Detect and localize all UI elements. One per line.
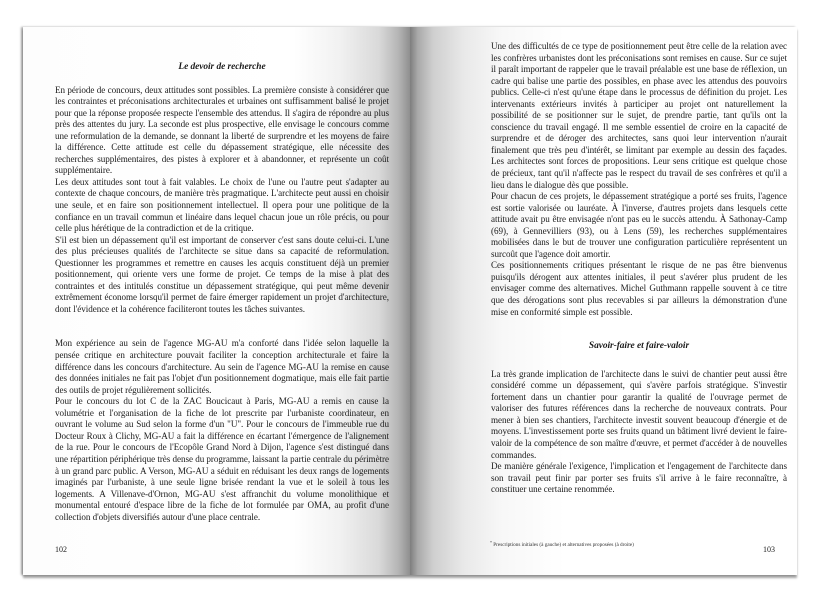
right-page-number: 103 [763,545,775,554]
left-page-number: 102 [55,545,67,554]
footnote-text: Prescriptions initiales (à gauche) et alternatives proposées (à droite) [493,542,634,548]
left-paragraph-3: S'il est bien un dépassement qu'il est important de conserver c'est sans doute celui-ci. L'une des plus précieuses qualités de l'architecte se situe dans sa capacité de reformulation. Questionner les programmes et remettre en causes les acquis constituent déjà un premier positionnement, qui oriente vers une forme de projet. Ce temps de la mise à plat des contraintes et des intitulés constitue un dépassement stratégique, qui peut même devenir extrêmement économe lorsqu'il permet de faire émerger rapidement un projet d'architecture, dont l'évidence et la cohérence faciliteront toutes les tâches suivantes. [55,234,389,314]
left-paragraph-1: En période de concours, deux attitudes sont possibles. La première consiste à considérer que les contraintes et préconisations architecturales et urbaines ont suffisamment balisé le projet pour que la réponse proposée respecte l'ensemble des attendus. Il s'agira de répondre au plus près des attentes du jury. La seconde est plus prospective, elle envisage le concours comme une reformulation de la demande, se donnant la liberté de surprendre et les moyens de faire la différence. Cette attitude est celle du dépassement stratégique, elle nécessite des recherches supplémentaires, des pistes à explorer et à abandonner, et représente un coût supplémentaire. [55,84,389,176]
left-paragraph-5: Pour le concours du lot C de la ZAC Boucicaut à Paris, MG-AU a remis en cause la volumétrie et l'organisation de la fiche de lot prescrite par l'urbaniste coordinateur, en ouvrant le volume au Sud selon la forme d'un "U". Pour le concours de l'immeuble rue du Docteur Roux à Clichy, MG-AU a fait la différence en écartant l'émergence de l'alignement de la rue. Pour le concours de l'Ecopôle Grand Nord à Dijon, l'agence s'est distingué dans une répartition périphérique très dense du programme, laissant la partie centrale du périmètre à un grand parc public. A Verson, MG-AU a séduit en réduisant les deux rangs de logements imaginés par l'urbaniste, à une seule ligne brisée rendant la vue et le soleil à tous les logements. A Villenave-d'Ornon, MG-AU s'est affranchit du volume monolithique et monumental entouré d'espace libre de la fiche de lot formulée par OMA, au profit d'une collection d'objets diversifiés autour d'une place centrale. [55,396,389,522]
left-section-heading: Le devoir de recherche [178,62,266,72]
right-paragraph-5: De manière générale l'exigence, l'implication et l'engagement de l'architecte dans son travail peut finir par porter ses fruits s'il arrive à le faire reconnaître, à constituer une certaine renommée. [491,461,787,495]
left-page [23,27,410,575]
left-paragraph-4: Mon expérience au sein de l'agence MG-AU m'a conforté dans l'idée selon laquelle la pensée critique en architecture pouvait faciliter la conception architecturale et faire la différence dans les concours d'architecture. Au sein de l'agence MG-AU la remise en cause des données initiales ne fait pas l'objet d'un positionnement dogmatique, mais elle fait partie des outils de projet régulièrement sollicités. [55,338,389,395]
right-paragraph-1: Une des difficultés de ce type de positionnement peut être celle de la relation avec les confrères urbanistes dont les préconisations sont remises en cause. Sur ce sujet il paraît important de rappeler que le travail préalable est une base de réflexion, un cadre qui balise une partie des possibles, en phase avec les attendus des pouvoirs publics. Celle-ci n'est qu'une étape dans le processus de définition du projet. Les intervenants extérieurs invités à participer au projet ont naturellement la possibilité de se positionner sur le sujet, de prendre partie, tant qu'ils ont la conscience du travail engagé. Il me semble essentiel de croire en la capacité de surprendre et de déroger des architectes, sans quoi leur intervention n'aurait finalement que très peu d'intérêt, se limitant par exemple au dessin des façades. Les architectes sont forces de propositions. Leur sens critique est quelque chose de précieux, tant qu'il n'affecte pas le respect du travail de ses confrères et qu'il a lieu dans le dialogue dès que possible. [491,41,787,190]
right-paragraph-3: Ces positionnements critiques présentant le risque de ne pas être bienvenus puisqu'ils dérogent aux attentes initiales, il peut s'avérer plus prudent de les envisager comme des alternatives. Michel Guthmann rappelle souvent à ce titre que des dérogations sont plus recevables si par ailleurs la démonstration d'une mise en conformité simple est possible. [491,260,787,317]
right-page-body [491,41,787,496]
left-page-body [55,62,389,523]
right-paragraph-4: La très grande implication de l'architecte dans le suivi de chantier peut aussi être considéré comme un dépassement, qui s'avère parfois stratégique. S'investir fortement dans un chantier pour garantir la qualité de l'ouvrage permet de valoriser des futures références dans la recherche de nouveaux contrats. Pour mener à bien ses chantiers, l'architecte investit souvent beaucoup d'énergie et de moyens. L'investissement porte ses fruits quand un bâtiment livré devient le faire-valoir de la compétence de son maître d'œuvre, et permet d'accéder à de nouvelles commandes. [491,368,787,460]
footnote-marker: * [490,540,492,545]
open-book [23,27,797,575]
right-paragraph-2: Pour chacun de ces projets, le dépassement stratégique a porté ses fruits, l'agence est sortie valorisée ou lauréate. À l'inverse, d'autres projets dans lesquels cette attitude avait pu être envisagée n'ont pas eu le succès attendu. À Sathonay-Camp (69), à Gennevilliers (93), ou à Lens (59), les recherches supplémentaires mobilisées dans le but de trouver une configuration particulière représentent un surcoût que l'agence doit amortir. [491,191,787,259]
right-page [410,27,797,575]
left-paragraph-2: Les deux attitudes sont tout à fait valables. Le choix de l'une ou l'autre peut s'adapter au contexte de chaque concours, de manière très pragmatique. L'architecte peut aussi en choisir une seule, et en faire son positionnement intellectuel. Il opera pour une politique de la confiance en un travail commun et linéaire dans lequel chacun joue un rôle précis, ou pour celle plus hérétique de la contradiction et de la critique. [55,176,389,234]
right-section-heading: Savoir-faire et faire-valoir [588,341,690,352]
footnote [490,540,634,548]
